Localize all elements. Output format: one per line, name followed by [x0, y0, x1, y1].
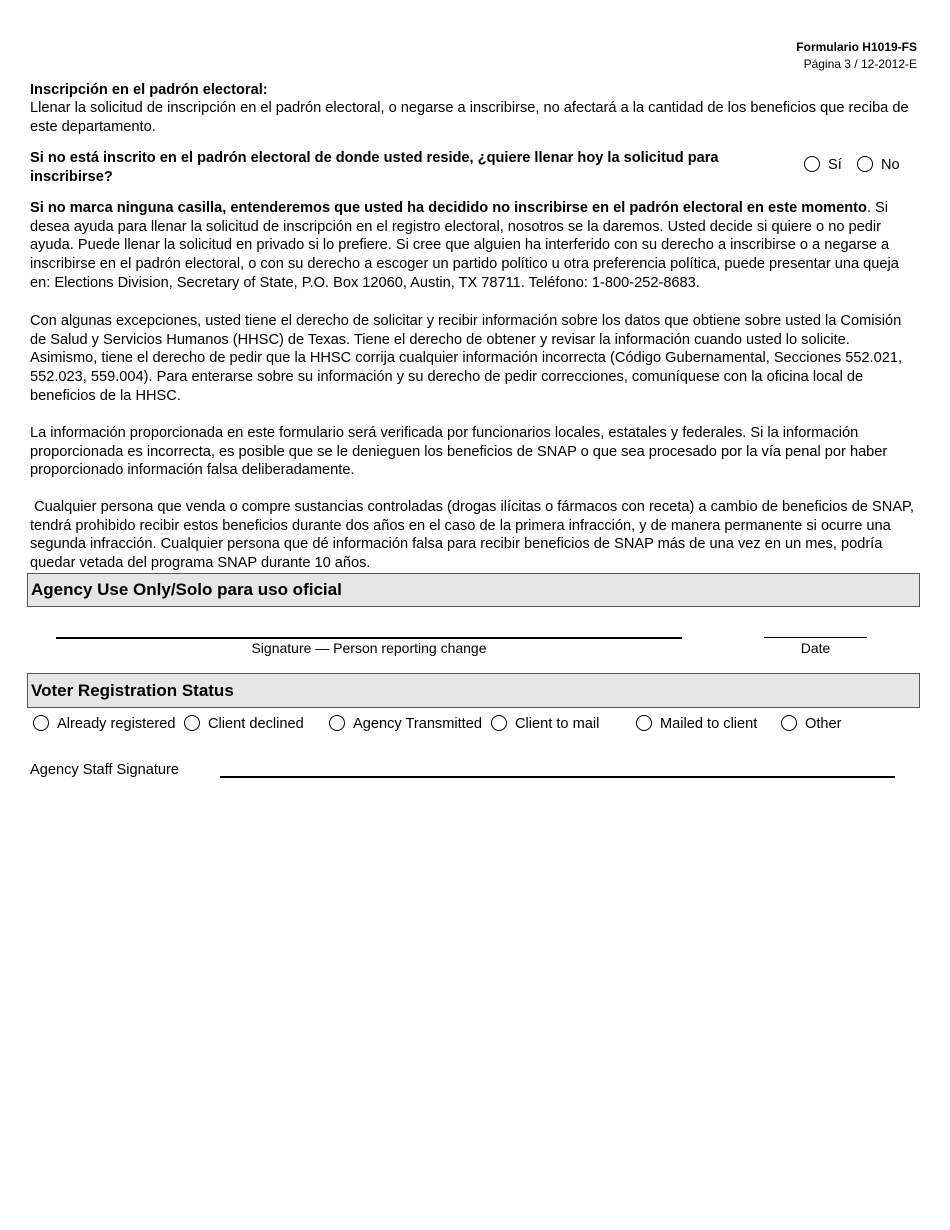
option-label: Already registered	[57, 716, 176, 732]
yes-radio[interactable]	[804, 156, 820, 172]
option-label: Client to mail	[515, 716, 600, 732]
voter-registration-question: Si no está inscrito en el padrón electoral de donde usted reside, ¿quiere llenar hoy la solicitud para inscribirse?	[30, 150, 719, 185]
status-option-client-to-mail[interactable]	[491, 714, 599, 734]
notice-paragraph	[30, 199, 920, 293]
radio-icon[interactable]	[184, 715, 200, 731]
date-line[interactable]	[764, 637, 867, 638]
staff-signature-label: Agency Staff Signature	[30, 762, 180, 778]
no-radio[interactable]	[857, 156, 873, 172]
status-option-other[interactable]	[781, 714, 842, 734]
privacy-paragraph: Con algunas excepciones, usted tiene el derecho de solicitar y recibir información sobre los datos que obtiene sobre usted la Comisión de Salud y Servicios Humanos (HHSC) de Texas. Tiene el derecho de obtener y revisar la información cuando usted lo solicite. Asimismo, tiene el derecho de pedir que la HHSC corrija cualquier información incorrecta (Código Gubernamental, Secciones 552.021, 552.023, 559.004). Para enterarse sobre su información y su derecho de pedir correcciones, comuníquese con la oficina local de beneficios de la HHSC.	[30, 313, 903, 404]
verification-paragraph: La información proporcionada en este formulario será verificada por funcionarios locales, estatales y federales. Si la información proporcionada es incorrecta, es posible que se le denieguen los beneficios de SNAP o que sea procesado por la vía penal por haber proporcionado información falsa deliberadamente.	[30, 425, 888, 479]
yes-label: Sí	[828, 157, 842, 173]
agency-use-header: Agency Use Only/Solo para uso oficial	[27, 573, 920, 607]
notice-rest: . Si desea ayuda para llenar la solicitud de inscripción en el registro electoral, nosotros se la daremos. Usted decide si quiere o no pedir ayuda. Puede llenar la solicitud en privado si lo prefiere. Si cree que alguien ha interferido con su derecho a inscribirse o a negarse a inscribirse en el padrón electoral, o con su derecho a escoger un partido político u otra preferencia política, puede presentar una queja en: Elections Division, Secretary of State, P.O. Box 12060, Austin, TX 78711. Teléfono: 1-800-252-8683.	[30, 200, 899, 291]
status-option-client-declined[interactable]	[184, 714, 304, 734]
no-label: No	[881, 157, 900, 173]
status-option-already-registered[interactable]	[33, 714, 175, 734]
radio-icon[interactable]	[781, 715, 797, 731]
option-label: Other	[805, 716, 842, 732]
signature-caption: Signature — Person reporting change	[251, 640, 487, 656]
voter-registration-intro: Llenar la solicitud de inscripción en el padrón electoral, o negarse a inscribirse, no afectará a la cantidad de los beneficios que reciba de este departamento.	[30, 100, 909, 135]
signature-line[interactable]	[56, 637, 682, 639]
option-label: Mailed to client	[660, 716, 758, 732]
voter-status-header: Voter Registration Status	[27, 673, 920, 708]
no-option[interactable]	[857, 155, 900, 175]
radio-icon[interactable]	[636, 715, 652, 731]
status-option-agency-transmitted[interactable]	[329, 714, 482, 734]
option-label: Agency Transmitted	[353, 716, 482, 732]
yes-option[interactable]	[804, 155, 842, 175]
penalty-paragraph: Cualquier persona que venda o compre sustancias controladas (drogas ilícitas o fármacos con receta) a cambio de beneficios de SNAP, tendrá prohibido recibir estos beneficios durante dos años en el caso de la primera infracción, y de manera permanente si ocurre una segunda infracción. Cualquier persona que dé información falsa para recibir beneficios de SNAP más de una vez en un mes, podría quedar vetada del programa SNAP durante 10 años.	[30, 499, 919, 572]
radio-icon[interactable]	[329, 715, 345, 731]
radio-icon[interactable]	[33, 715, 49, 731]
option-label: Client declined	[208, 716, 304, 732]
form-identifier	[796, 39, 917, 73]
radio-icon[interactable]	[491, 715, 507, 731]
notice-bold-lead: Si no marca ninguna casilla, entenderemos que usted ha decidido no inscribirse en el padrón electoral en este momento	[30, 200, 867, 216]
status-option-mailed-to-client[interactable]	[636, 714, 757, 734]
form-number: Formulario H1019-FS	[796, 40, 917, 54]
voter-registration-heading: Inscripción en el padrón electoral:	[30, 82, 268, 98]
date-caption: Date	[800, 640, 831, 656]
staff-signature-line[interactable]	[220, 776, 895, 778]
page-info: Página 3 / 12-2012-E	[803, 57, 917, 71]
